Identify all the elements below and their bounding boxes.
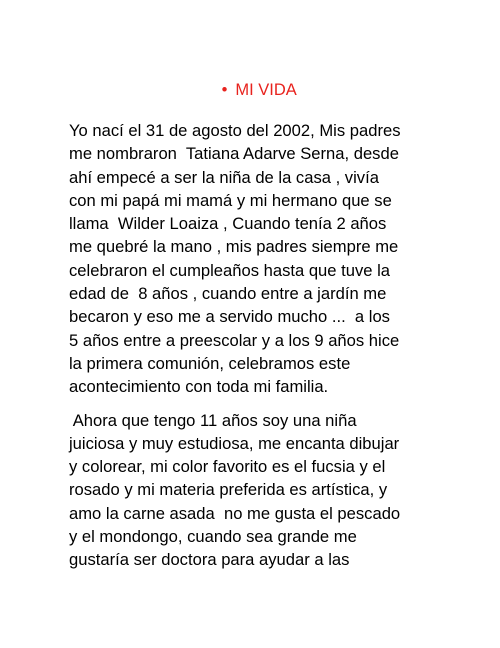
paragraph-line: llama Wilder Loaiza , Cuando tenía 2 años: [69, 214, 387, 234]
paragraph-line: la primera comunión, celebramos este: [69, 353, 351, 373]
paragraph-1: [69, 119, 489, 399]
title-bullet: •: [221, 81, 228, 99]
paragraph-line: Yo nací el 31 de agosto del 2002, Mis padres: [69, 121, 401, 140]
paragraph-line: 5 años entre a preescolar y a los 9 años hice: [69, 330, 400, 350]
document-body: [69, 119, 489, 572]
paragraph-line: Ahora que tengo 11 años soy una niña: [69, 410, 357, 430]
paragraph-line: rosado y mi materia preferida es artística, y: [69, 480, 388, 500]
paragraph-line: celebraron el cumpleaños hasta que tuve la: [69, 260, 391, 280]
page-title: [0, 60, 500, 120]
title-text: MI VIDA: [235, 81, 297, 99]
paragraph-spacer: [69, 399, 489, 409]
paragraph-line: con mi papá mi mamá y mi hermano que se: [69, 190, 392, 210]
paragraph-line: juiciosa y muy estudiosa, me encanta dibujar: [69, 433, 400, 453]
paragraph-line: me nombraron Tatiana Adarve Serna, desde: [69, 144, 399, 164]
paragraph-line: amo la carne asada no me gusta el pescado: [69, 503, 401, 523]
paragraph-line: y colorear, mi color favorito es el fucsia y el: [69, 457, 386, 477]
paragraph-line: gustaría ser doctora para ayudar a las: [69, 550, 350, 570]
paragraph-line: y el mondongo, cuando sea grande me: [69, 527, 357, 547]
paragraph-line: acontecimiento con toda mi familia.: [69, 377, 329, 397]
paragraph-line: becaron y eso me a servido mucho ... a los: [69, 307, 390, 327]
paragraph-2: [69, 409, 489, 572]
paragraph-line: me quebré la mano , mis padres siempre me: [69, 237, 399, 257]
paragraph-line: edad de 8 años , cuando entre a jardín me: [69, 284, 387, 304]
paragraph-line: ahí empecé a ser la niña de la casa , vivía: [69, 167, 379, 187]
